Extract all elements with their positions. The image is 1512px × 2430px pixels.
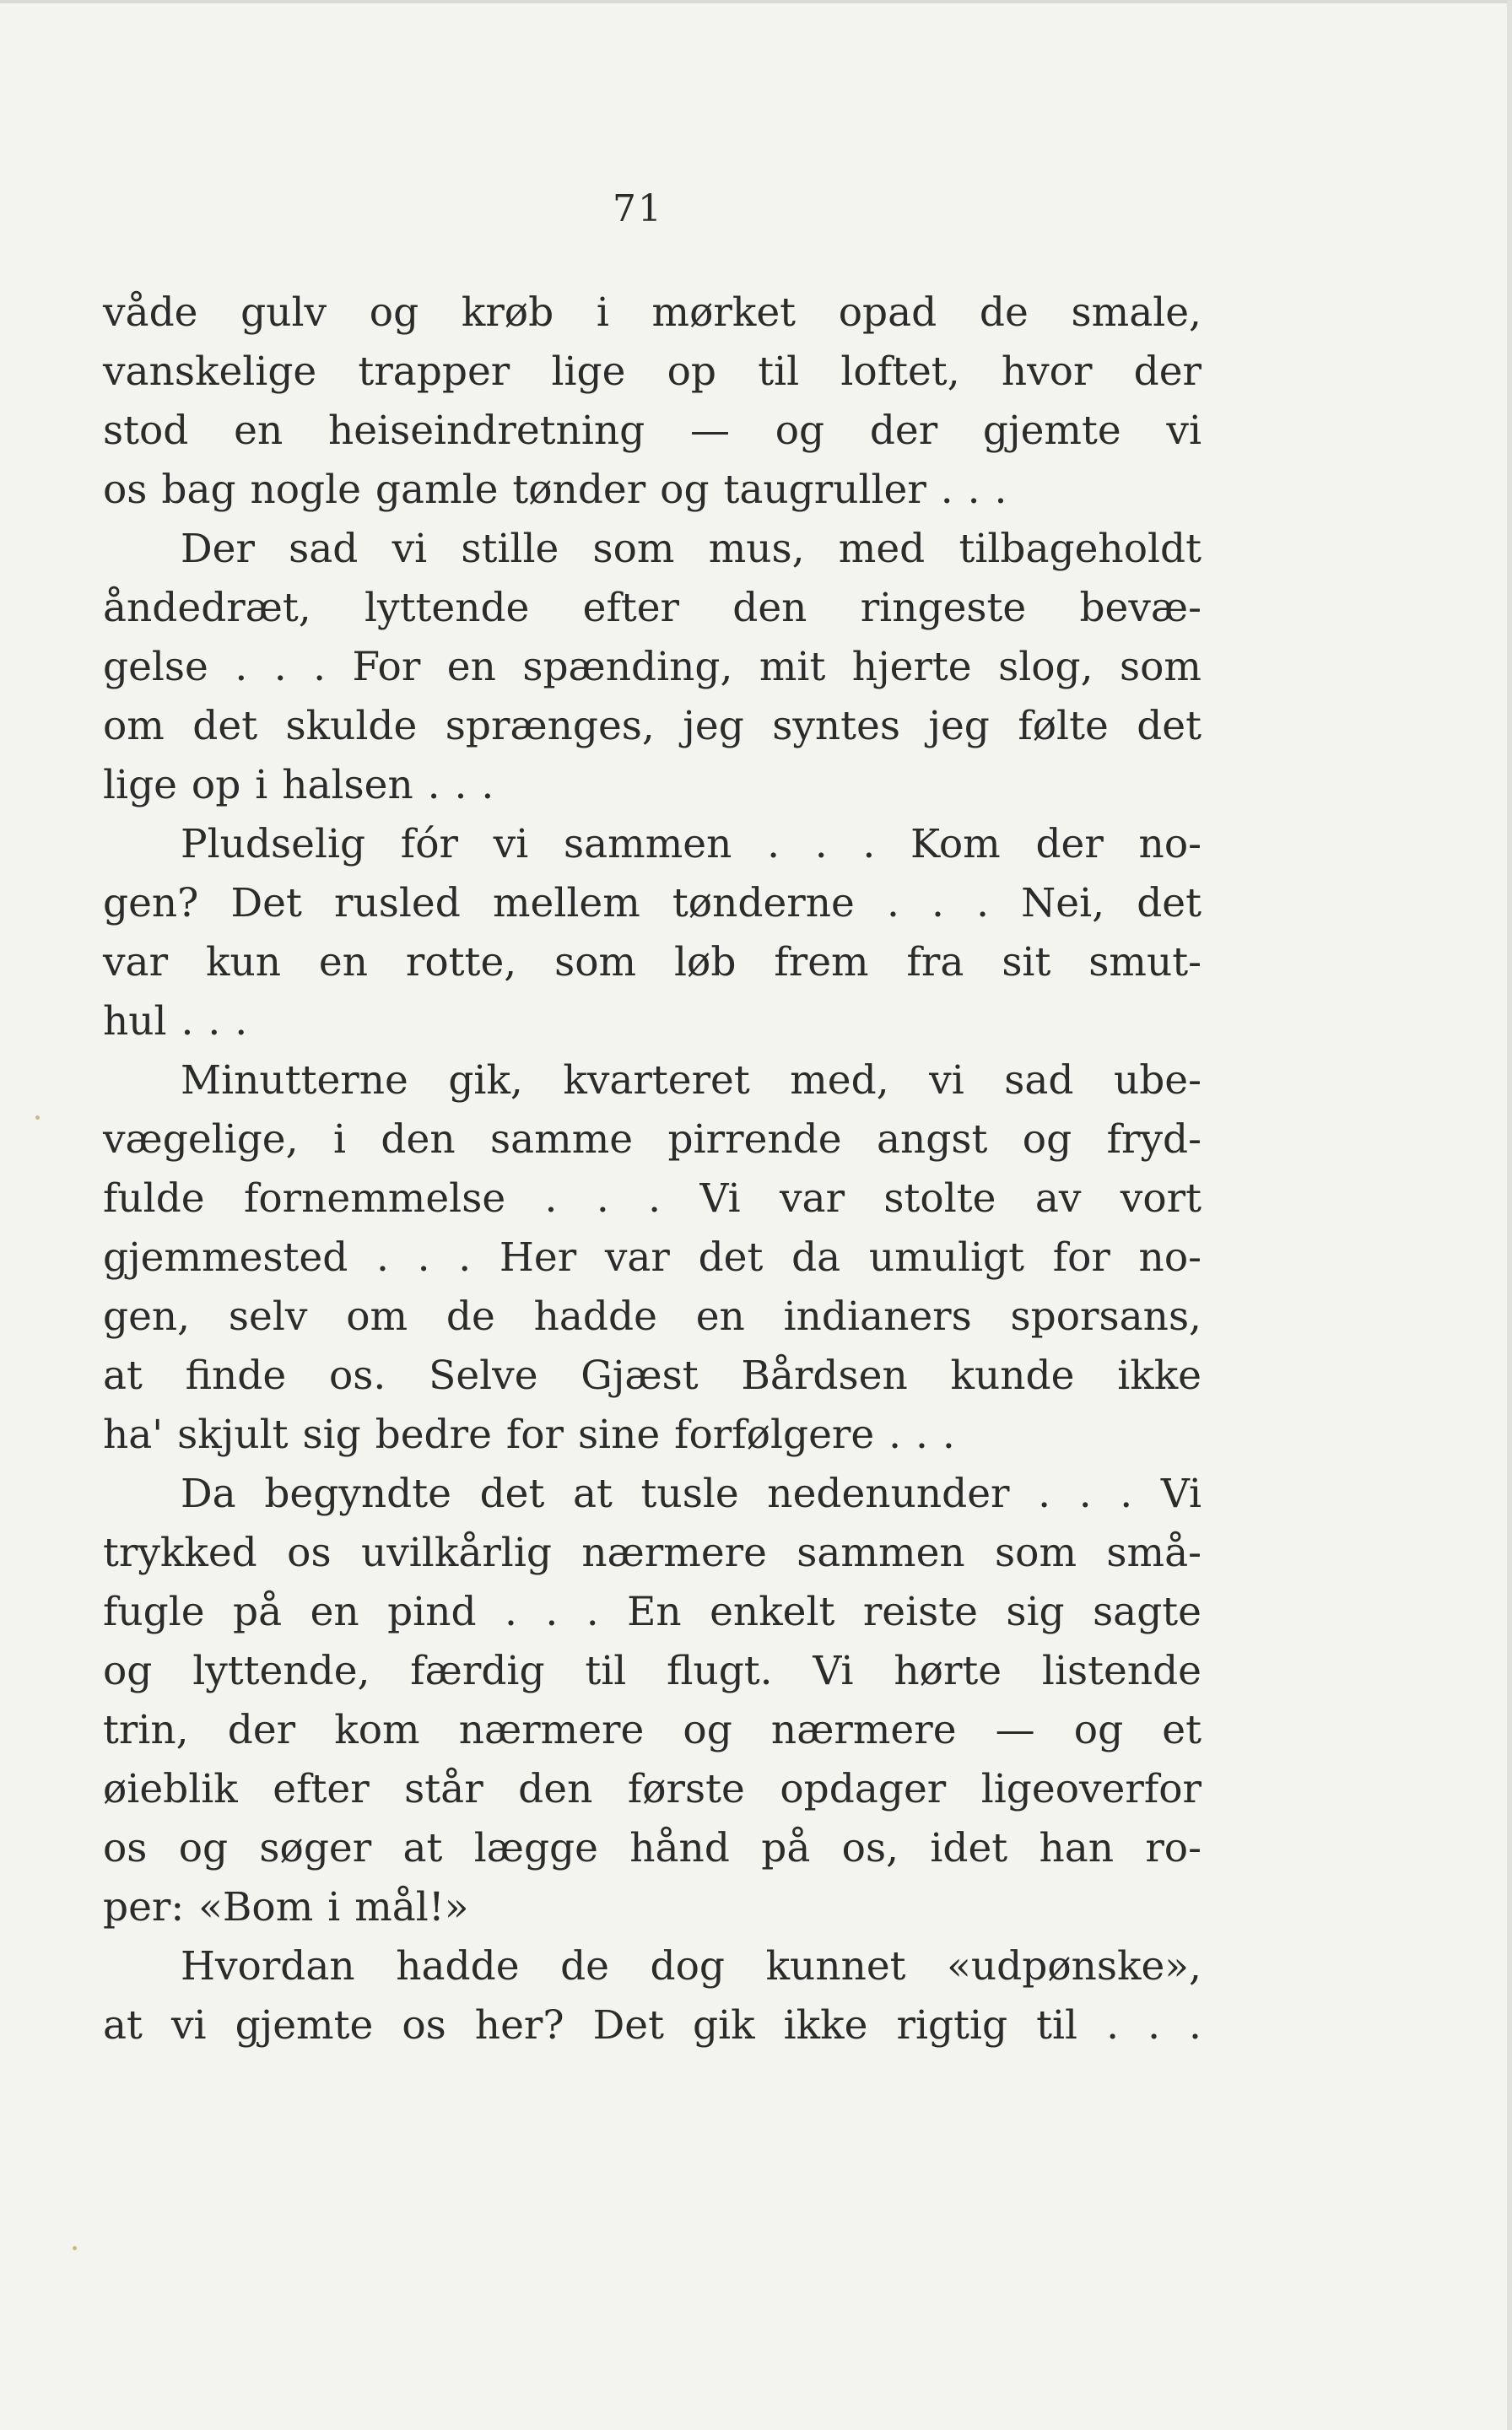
paper-speck bbox=[35, 1115, 40, 1120]
text-line: øieblik efter står den første opdager ligeoverfor bbox=[103, 1766, 1202, 1812]
text-line: vægelige, i den samme pirrende angst og fryd- bbox=[103, 1116, 1202, 1163]
text-line: fulde fornemmelse . . . Vi var stolte av vort bbox=[103, 1175, 1202, 1222]
text-line: gjemmested . . . Her var det da umuligt for no- bbox=[103, 1234, 1202, 1281]
text-line: om det skulde sprænges, jeg syntes jeg følte det bbox=[103, 703, 1202, 749]
text-line: per: «Bom i mål!» bbox=[103, 1884, 469, 1930]
text-line: at finde os. Selve Gjæst Bårdsen kunde ikke bbox=[103, 1353, 1202, 1399]
text-line: fugle på en pind . . . En enkelt reiste sig sagte bbox=[103, 1589, 1202, 1635]
text-line: at vi gjemte os her? Det gik ikke rigtig til . . . bbox=[103, 2002, 1202, 2049]
scan-edge-right bbox=[1507, 0, 1512, 2430]
page-number: 71 bbox=[613, 187, 663, 230]
text-line: os bag nogle gamle tønder og taugruller . . . bbox=[103, 467, 1007, 513]
body-text bbox=[103, 284, 1202, 2055]
text-line: trykked os uvilkårlig nærmere sammen som små- bbox=[103, 1530, 1202, 1576]
text-line: ha' skjult sig bedre for sine forfølgere . . . bbox=[103, 1412, 955, 1458]
text-line: hul . . . bbox=[103, 998, 248, 1045]
text-line: våde gulv og krøb i mørket opad de smale, bbox=[103, 289, 1202, 336]
scan-edge-top bbox=[0, 0, 1512, 3]
paper-speck bbox=[73, 2246, 77, 2250]
text-line: gelse . . . For en spænding, mit hjerte slog, som bbox=[103, 644, 1202, 690]
text-line: åndedræt, lyttende efter den ringeste bevæ- bbox=[103, 585, 1202, 631]
text-line: Da begyndte det at tusle nedenunder . . . Vi bbox=[181, 1471, 1202, 1517]
text-line: stod en heiseindretning — og der gjemte vi bbox=[103, 408, 1202, 454]
text-line: og lyttende, færdig til flugt. Vi hørte listende bbox=[103, 1648, 1202, 1694]
text-line: gen, selv om de hadde en indianers sporsans, bbox=[103, 1293, 1202, 1340]
text-line: os og søger at lægge hånd på os, idet han ro- bbox=[103, 1825, 1202, 1871]
text-line: Der sad vi stille som mus, med tilbageholdt bbox=[181, 526, 1202, 572]
text-line: Minutterne gik, kvarteret med, vi sad ube- bbox=[181, 1057, 1202, 1104]
text-line: Pludselig fór vi sammen . . . Kom der no- bbox=[181, 821, 1202, 867]
text-line: var kun en rotte, som løb frem fra sit smut- bbox=[103, 939, 1202, 986]
text-line: gen? Det rusled mellem tønderne . . . Nei, det bbox=[103, 880, 1202, 926]
text-line: Hvordan hadde de dog kunnet «udpønske», bbox=[181, 1943, 1202, 1990]
text-line: vanskelige trapper lige op til loftet, hvor der bbox=[103, 348, 1202, 395]
text-line: trin, der kom nærmere og nærmere — og et bbox=[103, 1707, 1202, 1753]
text-line: lige op i halsen . . . bbox=[103, 762, 494, 808]
